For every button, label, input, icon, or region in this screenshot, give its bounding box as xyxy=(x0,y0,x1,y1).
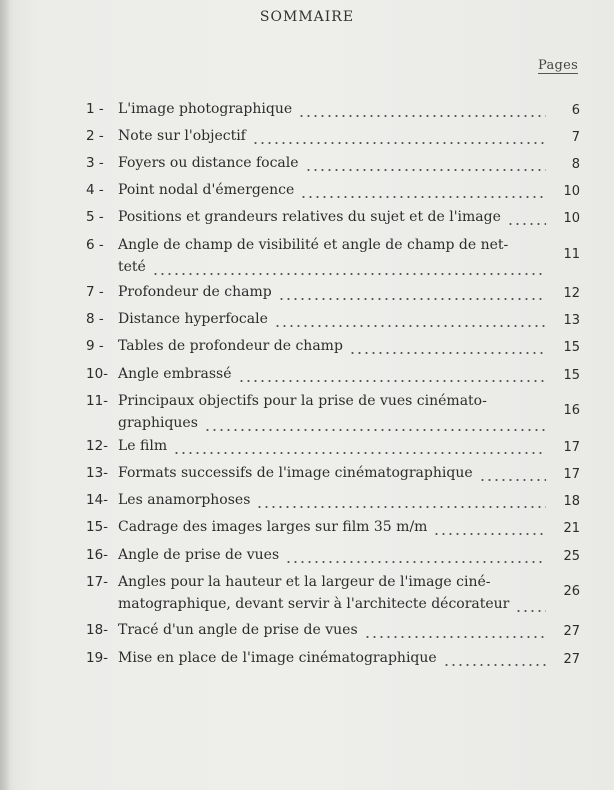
toc-entry-page-number: 15 xyxy=(563,368,580,383)
toc-entry-page-number: 6 xyxy=(571,103,580,118)
toc-leader-dots xyxy=(238,380,546,382)
toc-entry xyxy=(86,438,580,462)
toc-entry-page-number: 15 xyxy=(563,340,580,355)
toc-entry xyxy=(86,366,580,390)
toc-entry xyxy=(86,284,580,308)
toc-entry-title: Tables de profondeur de champ xyxy=(118,338,343,354)
toc-entry-number: 13- xyxy=(86,465,109,481)
toc-entry-title: Les anamorphoses xyxy=(118,492,251,508)
toc-entry-title-continued: teté xyxy=(118,259,146,275)
toc-entry xyxy=(86,237,580,283)
toc-entry xyxy=(86,622,580,646)
toc-leader-dots xyxy=(507,223,546,225)
toc-leader-dots xyxy=(204,429,546,431)
toc-entry-number: 19- xyxy=(86,650,109,666)
toc-entry xyxy=(86,155,580,179)
toc-entry-page-number: 10 xyxy=(563,211,580,226)
pages-column-label: Pages xyxy=(538,58,579,73)
toc-entry-page-number: 13 xyxy=(563,313,580,328)
toc-entry-page-number: 11 xyxy=(563,247,580,262)
toc-entry-title: Angle de prise de vues xyxy=(118,547,280,563)
toc-entry-number: 5 - xyxy=(86,209,104,225)
toc-entry-page-number: 7 xyxy=(571,130,580,145)
toc-leader-dots xyxy=(349,352,546,354)
toc-entry xyxy=(86,311,580,335)
toc-entry xyxy=(86,492,580,516)
toc-entry-title-continued: matographique, devant servir à l'architecte décorateur xyxy=(118,596,510,612)
toc-entry-page-number: 12 xyxy=(563,286,580,301)
toc-entry-title: L'image photographique xyxy=(118,101,293,117)
toc-entry-page-number: 25 xyxy=(563,549,580,564)
toc-entry-title: Angle de champ de visibilité et angle de champ de net- xyxy=(118,237,509,253)
toc-leader-dots xyxy=(515,610,546,612)
toc-entry xyxy=(86,338,580,362)
toc-entry-number: 12- xyxy=(86,438,109,454)
toc-entry-number: 16- xyxy=(86,547,109,563)
toc-entry-title: Angle embrassé xyxy=(118,366,232,382)
toc-entry xyxy=(86,547,580,571)
toc-entry-number: 6 - xyxy=(86,237,104,253)
toc-entry-title: Positions et grandeurs relatives du sujet et de l'image xyxy=(118,209,501,225)
toc-entry-page-number: 17 xyxy=(563,440,580,455)
toc-entry-title: Foyers ou distance focale xyxy=(118,155,299,171)
toc-entry-page-number: 18 xyxy=(563,494,580,509)
toc-entry-number: 18- xyxy=(86,622,109,638)
toc-entry-number: 10- xyxy=(86,366,109,382)
toc-entry xyxy=(86,650,580,674)
toc-entry xyxy=(86,574,580,620)
toc-entry-page-number: 17 xyxy=(563,467,580,482)
toc-entry-page-number: 27 xyxy=(563,652,580,667)
toc-entry-number: 2 - xyxy=(86,128,104,144)
toc-entry-number: 1 - xyxy=(86,101,104,117)
toc-entry-title-continued: graphiques xyxy=(118,415,198,431)
toc-entry-number: 3 - xyxy=(86,155,104,171)
toc-entry xyxy=(86,393,580,439)
toc-leader-dots xyxy=(300,196,546,198)
toc-leader-dots xyxy=(173,452,546,454)
toc-entry-page-number: 26 xyxy=(563,584,580,599)
toc-leader-dots xyxy=(298,115,546,117)
toc-entry xyxy=(86,209,580,233)
toc-leader-dots xyxy=(278,298,546,300)
toc-entry xyxy=(86,465,580,489)
toc-entry-title: Cadrage des images larges sur film 35 m/m xyxy=(118,519,428,535)
toc-leader-dots xyxy=(152,273,546,275)
toc-entry-title: Tracé d'un angle de prise de vues xyxy=(118,622,358,638)
toc-entry-number: 17- xyxy=(86,574,109,590)
toc-entry xyxy=(86,519,580,543)
toc-entry xyxy=(86,182,580,206)
toc-leader-dots xyxy=(256,506,546,508)
toc-entry-page-number: 8 xyxy=(571,157,580,172)
toc-leader-dots xyxy=(285,561,546,563)
toc-entry-number: 8 - xyxy=(86,311,104,327)
toc-leader-dots xyxy=(274,325,546,327)
toc-entry-title: Point nodal d'émergence xyxy=(118,182,295,198)
toc-leader-dots xyxy=(305,169,546,171)
toc-entry-page-number: 10 xyxy=(563,184,580,199)
toc-entry-page-number: 27 xyxy=(563,624,580,639)
toc-leader-dots xyxy=(443,664,546,666)
toc-entry-number: 11- xyxy=(86,393,109,409)
toc-entry-page-number: 16 xyxy=(563,403,580,418)
toc-entry-title: Profondeur de champ xyxy=(118,284,272,300)
toc-leader-dots xyxy=(252,142,546,144)
page-shadow-edge xyxy=(0,0,10,790)
toc-entry-title: Angles pour la hauteur et la largeur de l'image ciné- xyxy=(118,574,491,590)
toc-leader-dots xyxy=(364,636,546,638)
toc-entry-number: 9 - xyxy=(86,338,104,354)
toc-entry-number: 15- xyxy=(86,519,109,535)
toc-entry-title: Formats successifs de l'image cinématographique xyxy=(118,465,473,481)
toc-entry-title: Mise en place de l'image cinématographique xyxy=(118,650,437,666)
toc-leader-dots xyxy=(479,479,546,481)
toc-entry-number: 4 - xyxy=(86,182,104,198)
toc-entry-title: Principaux objectifs pour la prise de vues cinémato- xyxy=(118,393,487,409)
toc-entry-title: Le film xyxy=(118,438,168,454)
toc-entry-page-number: 21 xyxy=(563,521,580,536)
toc-leader-dots xyxy=(433,533,546,535)
toc-entry xyxy=(86,128,580,152)
toc-entry xyxy=(86,101,580,125)
toc-entry-number: 7 - xyxy=(86,284,104,300)
toc-entry-number: 14- xyxy=(86,492,109,508)
page-title: SOMMAIRE xyxy=(259,9,355,25)
toc-entry-title: Distance hyperfocale xyxy=(118,311,268,327)
toc-entry-title: Note sur l'objectif xyxy=(118,128,246,144)
